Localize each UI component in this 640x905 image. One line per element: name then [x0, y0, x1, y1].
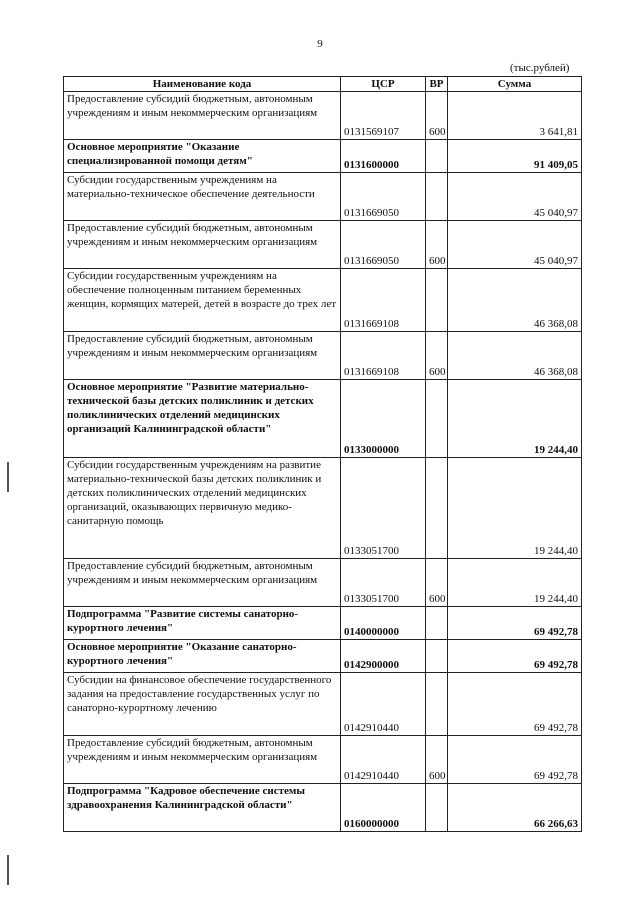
row-name: Субсидии государственным учреждениям на материально-техническое обеспечение деятельности — [64, 173, 341, 221]
row-vr — [426, 640, 448, 673]
row-csr: 0142910440 — [341, 673, 426, 736]
row-name: Основное мероприятие "Оказание санаторно-курортного лечения" — [64, 640, 341, 673]
row-sum: 66 266,63 — [448, 784, 582, 832]
table-row — [64, 607, 582, 640]
row-vr — [426, 673, 448, 736]
row-name: Предоставление субсидий бюджетным, автономным учреждениям и иным некоммерческим организациям — [64, 559, 341, 607]
row-name: Основное мероприятие "Развитие материально-технической базы детских поликлиник и детских поликлинических отделений медицинских организаций Калининградской области" — [64, 380, 341, 458]
row-sum: 19 244,40 — [448, 559, 582, 607]
table-row — [64, 736, 582, 784]
row-vr: 600 — [426, 221, 448, 269]
row-vr: 600 — [426, 92, 448, 140]
row-csr: 0131569107 — [341, 92, 426, 140]
table-row — [64, 458, 582, 559]
table-row — [64, 92, 582, 140]
row-csr: 0133000000 — [341, 380, 426, 458]
row-vr: 600 — [426, 736, 448, 784]
row-vr: 600 — [426, 559, 448, 607]
table-row — [64, 380, 582, 458]
row-sum: 46 368,08 — [448, 332, 582, 380]
table-row — [64, 640, 582, 673]
row-sum: 69 492,78 — [448, 673, 582, 736]
row-csr: 0131669050 — [341, 221, 426, 269]
row-name: Субсидии на финансовое обеспечение государственного задания на предоставление государственных услуг по санаторно-курортному лечению — [64, 673, 341, 736]
row-csr: 0133051700 — [341, 458, 426, 559]
row-sum: 46 368,08 — [448, 269, 582, 332]
table-row — [64, 784, 582, 832]
row-name: Предоставление субсидий бюджетным, автономным учреждениям и иным некоммерческим организациям — [64, 221, 341, 269]
table-row — [64, 173, 582, 221]
row-sum: 19 244,40 — [448, 380, 582, 458]
row-name: Предоставление субсидий бюджетным, автономным учреждениям и иным некоммерческим организациям — [64, 332, 341, 380]
row-csr: 0140000000 — [341, 607, 426, 640]
row-vr — [426, 607, 448, 640]
table-row — [64, 559, 582, 607]
row-sum: 19 244,40 — [448, 458, 582, 559]
table-row — [64, 269, 582, 332]
row-name: Субсидии государственным учреждениям на обеспечение полноценным питанием беременных женщин, кормящих матерей, детей в возрасте до трех лет — [64, 269, 341, 332]
table-row — [64, 140, 582, 173]
page-number: 9 — [317, 38, 323, 50]
header-name: Наименование кода — [64, 77, 341, 92]
row-vr — [426, 269, 448, 332]
row-sum: 3 641,81 — [448, 92, 582, 140]
row-vr — [426, 140, 448, 173]
units-label: (тыс.рублей) — [510, 62, 570, 74]
row-csr: 0160000000 — [341, 784, 426, 832]
row-sum: 45 040,97 — [448, 173, 582, 221]
header-vr: ВР — [426, 77, 448, 92]
scan-margin-mark — [7, 462, 9, 492]
row-vr — [426, 173, 448, 221]
row-sum: 69 492,78 — [448, 736, 582, 784]
row-name: Субсидии государственным учреждениям на развитие материально-технической базы детских поликлиник и детских поликлинических отделений медицинских организаций, оказывающих первичную медико-санитарную помощь — [64, 458, 341, 559]
row-name: Основное мероприятие "Оказание специализированной помощи детям" — [64, 140, 341, 173]
row-sum: 91 409,05 — [448, 140, 582, 173]
row-csr: 0142910440 — [341, 736, 426, 784]
row-sum: 69 492,78 — [448, 607, 582, 640]
row-csr: 0131600000 — [341, 140, 426, 173]
table-row — [64, 673, 582, 736]
row-csr: 0133051700 — [341, 559, 426, 607]
row-sum: 45 040,97 — [448, 221, 582, 269]
header-csr: ЦСР — [341, 77, 426, 92]
row-name: Предоставление субсидий бюджетным, автономным учреждениям и иным некоммерческим организациям — [64, 92, 341, 140]
row-name: Предоставление субсидий бюджетным, автономным учреждениям и иным некоммерческим организациям — [64, 736, 341, 784]
scan-margin-mark — [7, 855, 9, 885]
row-vr — [426, 380, 448, 458]
row-vr — [426, 784, 448, 832]
budget-table — [63, 76, 582, 832]
row-vr — [426, 458, 448, 559]
row-csr: 0131669108 — [341, 332, 426, 380]
row-vr: 600 — [426, 332, 448, 380]
row-csr: 0131669108 — [341, 269, 426, 332]
row-name: Подпрограмма "Кадровое обеспечение системы здравоохранения Калининградской области" — [64, 784, 341, 832]
row-csr: 0142900000 — [341, 640, 426, 673]
row-csr: 0131669050 — [341, 173, 426, 221]
header-row — [64, 77, 582, 92]
row-name: Подпрограмма "Развитие системы санаторно-курортного лечения" — [64, 607, 341, 640]
row-sum: 69 492,78 — [448, 640, 582, 673]
table-row — [64, 221, 582, 269]
header-sum: Сумма — [448, 77, 582, 92]
table-row — [64, 332, 582, 380]
